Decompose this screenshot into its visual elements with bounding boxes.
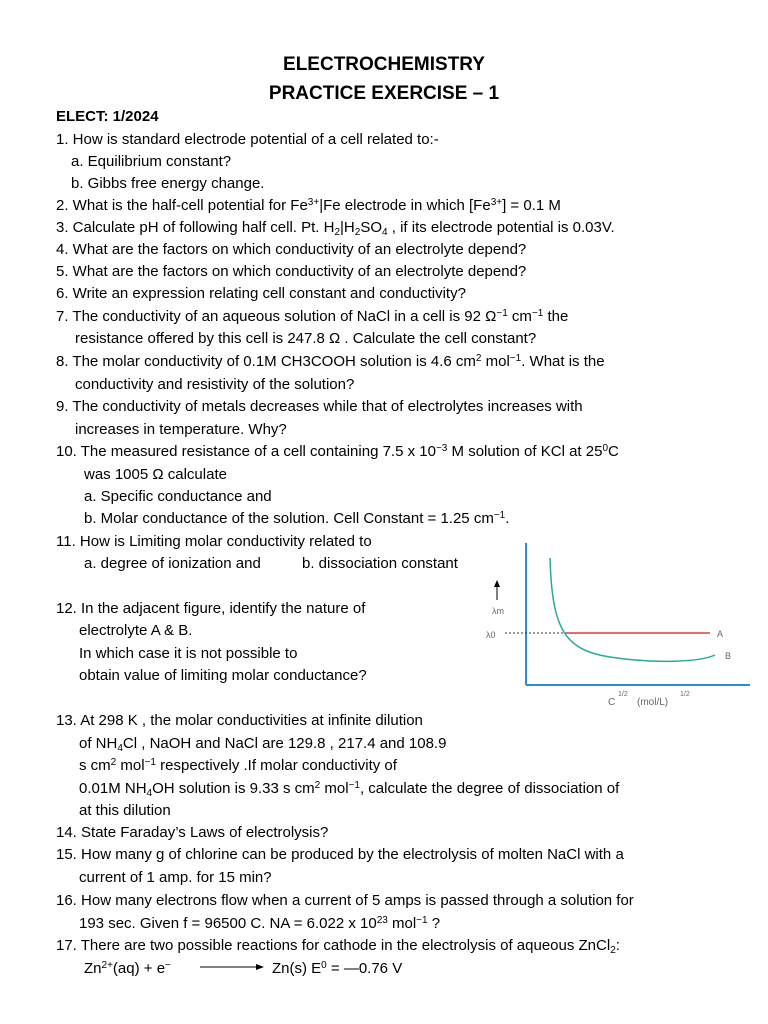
question-13-line-3: s $cm^2$ mol$^{-1}$ respectively .If molar conductivity of [79, 757, 397, 774]
question-14: 14. State Faraday’s Laws of electrolysis? [56, 824, 329, 841]
question-8: 8. The molar conductivity of 0.1M CH3COOH solution is 4.6 $cm^2$ mol$^{-1}$. What is the [56, 353, 605, 370]
curve-b-line [550, 558, 715, 661]
curve-a-label: A [717, 629, 724, 639]
question-12-line-2: electrolyte A & B. [79, 622, 193, 639]
curve-b-label: B [725, 651, 732, 661]
question-9-continued: increases in temperature. Why? [75, 421, 287, 438]
question-11: 11. How is Limiting molar conductivity related to [56, 533, 372, 550]
question-5: 5. What are the factors on which conductivity of an electrolyte depend? [56, 263, 527, 280]
question-8-continued: conductivity and resistivity of the solution? [75, 376, 355, 393]
x-axis-label-c: C [608, 697, 616, 708]
document-title: ELECTROCHEMISTRY [283, 54, 485, 75]
question-11-option-a: a. degree of ionization and [84, 555, 261, 572]
question-10-option-a: a. Specific conductance and [84, 488, 272, 505]
x-axis-label-sup1: 1/2 [618, 691, 628, 698]
x-axis-label-sup2: 1/2 [680, 691, 690, 698]
document-subtitle: PRACTICE EXERCISE – 1 [268, 83, 500, 104]
question-2: 2. What is the half-cell potential for $Fe^{3+}|Fe$ electrode in which $[Fe^{3+}] = 0.1$ M [56, 197, 561, 214]
question-17: 17. There are two possible reactions for cathode in the electrolysis of aqueous ZnCl$_2$: [56, 937, 620, 956]
question-4: 4. What are the factors on which conductivity of an electrolyte depend? [56, 241, 527, 258]
question-9: 9. The conductivity of metals decreases while that of electrolytes increases with [56, 398, 583, 415]
question-16: 16. How many electrons flow when a current of 5 amps is passed through a solution for [56, 892, 634, 909]
question-13: 13. At 298 K , the molar conductivities at infinite dilution [56, 712, 423, 729]
question-17-reaction-product: Zn(s) $E^0$ = —0.76 V [272, 960, 403, 977]
question-13-line-5: at this dilution [79, 802, 171, 819]
question-15: 15. How many g of chlorine can be produced by the electrolysis of molten NaCl with a [56, 846, 624, 863]
question-16-continued: 193 sec. Given f = 96500 C. NA = 6.022 x $10^{23}$ mol$^{-1}$ ? [79, 915, 441, 932]
question-13-line-2: of $NH_4Cl$ , NaOH and NaCl are 129.8 , 217.4 and 108.9 [79, 735, 447, 754]
question-3: 3. Calculate pH of following half cell. Pt. $H_2|H_2SO_4$ , if its electrode potential is 0.03V. [56, 219, 615, 238]
question-7: 7. The conductivity of an aqueous solution of NaCl in a cell is 92 $\Omega^{-1}$ $cm^{-1}$ the [56, 308, 569, 325]
question-17-reaction: $Zn^{2+}(aq) + e^-$ [84, 960, 171, 977]
conductivity-graph [470, 540, 755, 720]
question-1-option-a: a. Equilibrium constant? [71, 153, 232, 170]
question-1: 1. How is standard electrode potential of a cell related to:- [56, 131, 439, 148]
question-12-line-3: In which case it is not possible to [79, 645, 298, 662]
question-10-continued: was 1005 Ω calculate [84, 466, 227, 483]
question-7-continued: resistance offered by this cell is 247.8 Ω . Calculate the cell constant? [75, 330, 537, 347]
question-1-option-b: b. Gibbs free energy change. [71, 175, 265, 192]
question-15-continued: current of 1 amp. for 15 min? [79, 869, 272, 886]
reaction-arrow-icon [198, 960, 266, 974]
question-12: 12. In the adjacent figure, identify the nature of [56, 600, 366, 617]
question-6: 6. Write an expression relating cell constant and conductivity? [56, 285, 466, 302]
question-11-option-b: b. dissociation constant [302, 555, 458, 572]
question-10-option-b: b. Molar conductance of the solution. Cell Constant = 1.25 $cm^{-1}$. [84, 510, 510, 527]
question-13-line-4: 0.01M $NH_4OH$ solution is 9.33 s $cm^2$ mol$^{-1}$, calculate the degree of dissociation of [79, 780, 620, 799]
y-arrowhead-icon [494, 580, 500, 587]
lambda-zero-label: λ0 [486, 630, 496, 640]
question-12-line-4: obtain value of limiting molar conductance? [79, 667, 367, 684]
x-axis-units: (mol/L) [637, 697, 669, 708]
y-axis-label: λm [492, 606, 504, 616]
question-10: 10. The measured resistance of a cell containing 7.5 x $10^{-3}$ M solution of KCl at $25^0C$ [56, 443, 619, 460]
exercise-code: ELECT: 1/2024 [56, 108, 159, 125]
